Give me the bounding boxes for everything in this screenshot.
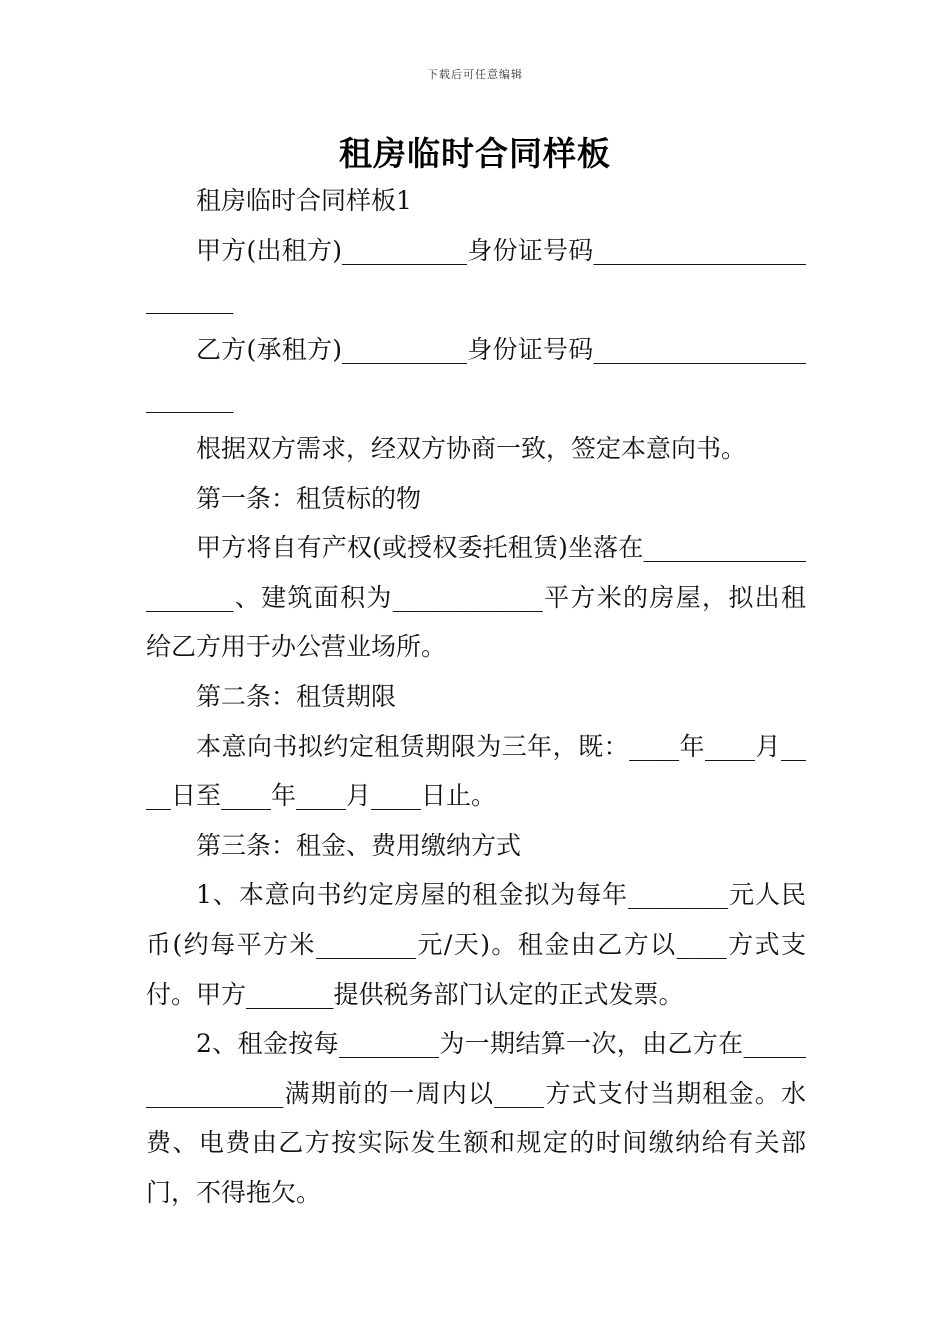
article-3-clause-2: 2、租金按每________为一期结算一次，由乙方在________________满期前的一周内以____方式支付当期租金。水费、电费由乙方按实际发生额和规定的时间缴纳给有关部门，不得拖欠。 (146, 1029, 806, 1207)
document-body (146, 176, 806, 1217)
article-2-heading: 第二条：租赁期限 (196, 681, 397, 711)
party-b-line: 乙方(承租方)__________身份证号码________________________ (146, 334, 806, 414)
document-title: 租房临时合同样板 (339, 134, 611, 173)
party-a-line: 甲方(出租方)__________身份证号码________________________ (146, 235, 806, 315)
article-1-heading: 第一条：租赁标的物 (196, 483, 422, 513)
article-1-paragraph: 甲方将自有产权(或授权委托租赁)坐落在____________________、建筑面积为____________平方米的房屋，拟出租给乙方用于办公营业场所。 (146, 533, 806, 662)
article-3-clause-1: 1、本意向书约定房屋的租金拟为每年________元人民币(约每平方米________元/天)。租金由乙方以____方式支付。甲方_______提供税务部门认定的正式发票。 (146, 880, 806, 1009)
intro-paragraph: 根据双方需求，经双方协商一致，签定本意向书。 (196, 433, 747, 463)
article-3-heading: 第三条：租金、费用缴纳方式 (196, 830, 522, 860)
article-2-paragraph: 本意向书拟约定租赁期限为三年，既：____年____月____日至____年____月____日止。 (146, 731, 806, 811)
header-note: 下载后可任意编辑 (427, 68, 523, 81)
subtitle-paragraph: 租房临时合同样板1 (196, 186, 412, 215)
